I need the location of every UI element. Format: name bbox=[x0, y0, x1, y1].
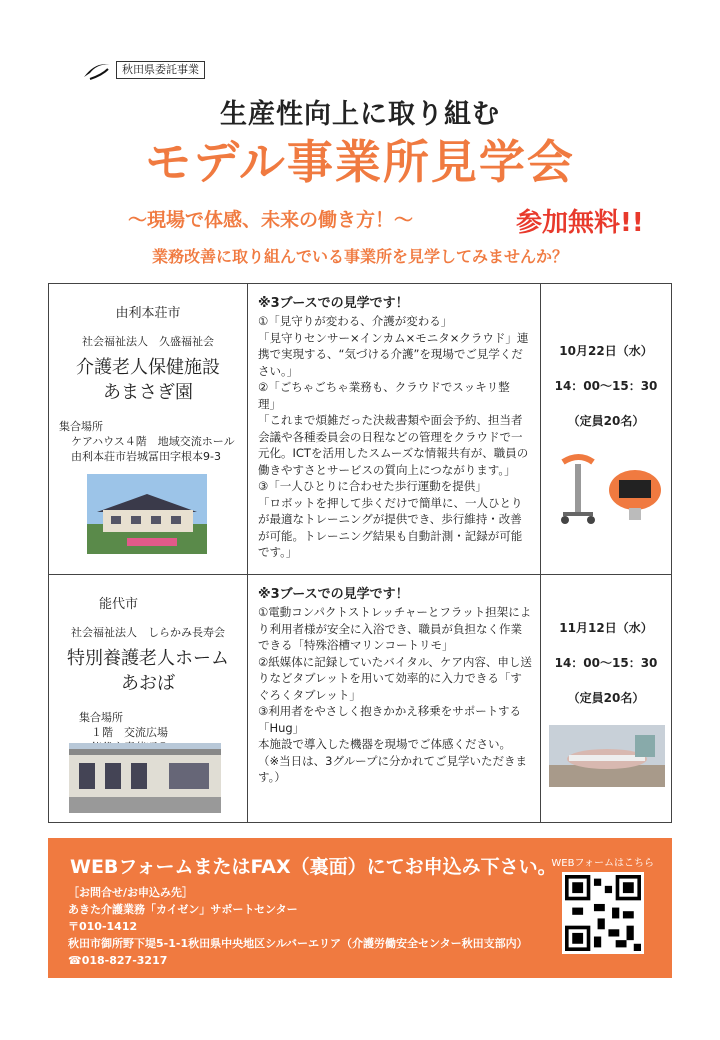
schedule-cell bbox=[541, 575, 671, 823]
schedule-cell bbox=[541, 284, 671, 574]
facility-name-line1: 介護老人保健施設 bbox=[76, 357, 220, 378]
event-time: 14：00～15：30 bbox=[554, 379, 658, 393]
meet-line: １階 交流広場 bbox=[91, 726, 168, 739]
phone-icon: ☎ bbox=[68, 954, 82, 967]
phone bbox=[68, 952, 528, 969]
facility-name bbox=[49, 355, 247, 405]
apply-instruction: WEBフォームまたはFAX（裏面）にてお申込み下さい。 bbox=[70, 856, 557, 878]
phone-number: 018-827-3217 bbox=[81, 954, 168, 967]
event-capacity: （定員20名） bbox=[567, 691, 645, 705]
event-date: 10月22日（水） bbox=[559, 344, 653, 358]
walking-robot-photo bbox=[549, 450, 665, 530]
booth-title: ※3ブースでの見学です！ bbox=[258, 296, 409, 311]
building-photo bbox=[69, 743, 221, 813]
description-text: ①電動コンパクトストレッチャーとフラット担架により利用者様が安全に入浴でき、職員が負担なく作業できる「特殊浴槽マリンコートリモ」 ②紙媒体に記録していたバイタル、ケア内容、申し送りなどタブレットを用いて効率的に入力できる「すぐろくタブレット」 ③利用者をやさしく抱きかかえ移乗をサポートする「Hug」 本施設で導入した機器を現場でご体感ください。 （※当日は、3グループに分かれてご見学いただきます。） bbox=[258, 605, 532, 784]
event-time: 14：00～15：30 bbox=[554, 656, 658, 670]
event-date: 11月12日（水） bbox=[559, 621, 653, 635]
facility-cell bbox=[49, 284, 248, 574]
meeting-place bbox=[49, 419, 247, 464]
address: 秋田市御所野下堤5-1-1秋田県中央地区シルバーエリア（介護労働安全センター秋田支部内） bbox=[68, 937, 528, 950]
table-row bbox=[49, 284, 671, 575]
description-text: ①「見守りが変わる、介護が変わる」 「見守りセンサー×インカム×モニタ×クラウド」連携で実現する、“気づける介護”を現場でご見学ください。」 ②「ごちゃごちゃ業務も、クラウドでスッキリ整理」 「これまで煩雑だった決裁書類や面会予約、担当者会議や各種委員会の日程などの管理をクラウドで一元化。ICTを活用したスムーズな情報共有が、職員の働きやすさとサービスの質向上につながります。」 ③「一人ひとりに合わせた歩行運動を提供」 「ロボットを押して歩くだけで簡単に、一人ひとりが最適なトレーニングが提供でき、歩行維持・改善が可能。トレーニング結果も自動計測・記録が可能です。」 bbox=[258, 314, 529, 559]
facility-name-line1: 特別養護老人ホーム bbox=[67, 648, 229, 669]
logo-icon bbox=[82, 59, 112, 81]
facility-cell bbox=[49, 575, 248, 823]
meet-line: ケアハウス４階 地域交流ホール bbox=[71, 435, 235, 448]
contact-block bbox=[68, 884, 528, 969]
event-capacity: （定員20名） bbox=[567, 414, 645, 428]
meet-label: 集合場所 bbox=[59, 420, 103, 433]
bath-equipment-photo bbox=[549, 725, 665, 787]
table-row bbox=[49, 575, 671, 823]
free-badge: 参加無料!! bbox=[516, 208, 644, 238]
facility-name-line2: あまさぎ園 bbox=[103, 382, 193, 403]
org-label: 社会福祉法人 しらかみ長寿会 bbox=[71, 626, 225, 639]
facility-name bbox=[49, 646, 247, 696]
meet-label: 集合場所 bbox=[79, 711, 123, 724]
center-name: あきた介護業務「カイゼン」サポートセンター bbox=[68, 903, 298, 916]
lead-text: 業務改善に取り組んでいる事業所を見学してみませんか？ bbox=[151, 247, 568, 266]
description-cell bbox=[248, 284, 541, 574]
tagline: ～現場で体感、未来の働き方！～ bbox=[128, 209, 414, 231]
qr-code-icon[interactable] bbox=[562, 872, 644, 954]
page-title: モデル事業所見学会 bbox=[145, 135, 575, 189]
org-label: 社会福祉法人 久盛福祉会 bbox=[82, 335, 214, 348]
building-photo bbox=[87, 474, 207, 554]
contact-label: ［お問合せ/お申込み先］ bbox=[68, 886, 194, 899]
zip-code: 〒010-1412 bbox=[68, 920, 138, 933]
city-label: 能代市 bbox=[99, 597, 139, 612]
booth-title: ※3ブースでの見学です！ bbox=[258, 587, 409, 602]
city-label: 由利本荘市 bbox=[115, 306, 181, 321]
web-form-label: WEBフォームはこちら bbox=[551, 858, 654, 869]
page-subtitle: 生産性向上に取り組む bbox=[220, 99, 500, 130]
footer-panel bbox=[48, 838, 672, 978]
commission-tag: 秋田県委託事業 bbox=[116, 61, 205, 79]
description-cell bbox=[248, 575, 541, 823]
facility-name-line2: あおば bbox=[121, 673, 175, 694]
event-table bbox=[48, 283, 672, 823]
meet-line: 由利本荘市岩城冨田字根本9-3 bbox=[71, 450, 221, 463]
